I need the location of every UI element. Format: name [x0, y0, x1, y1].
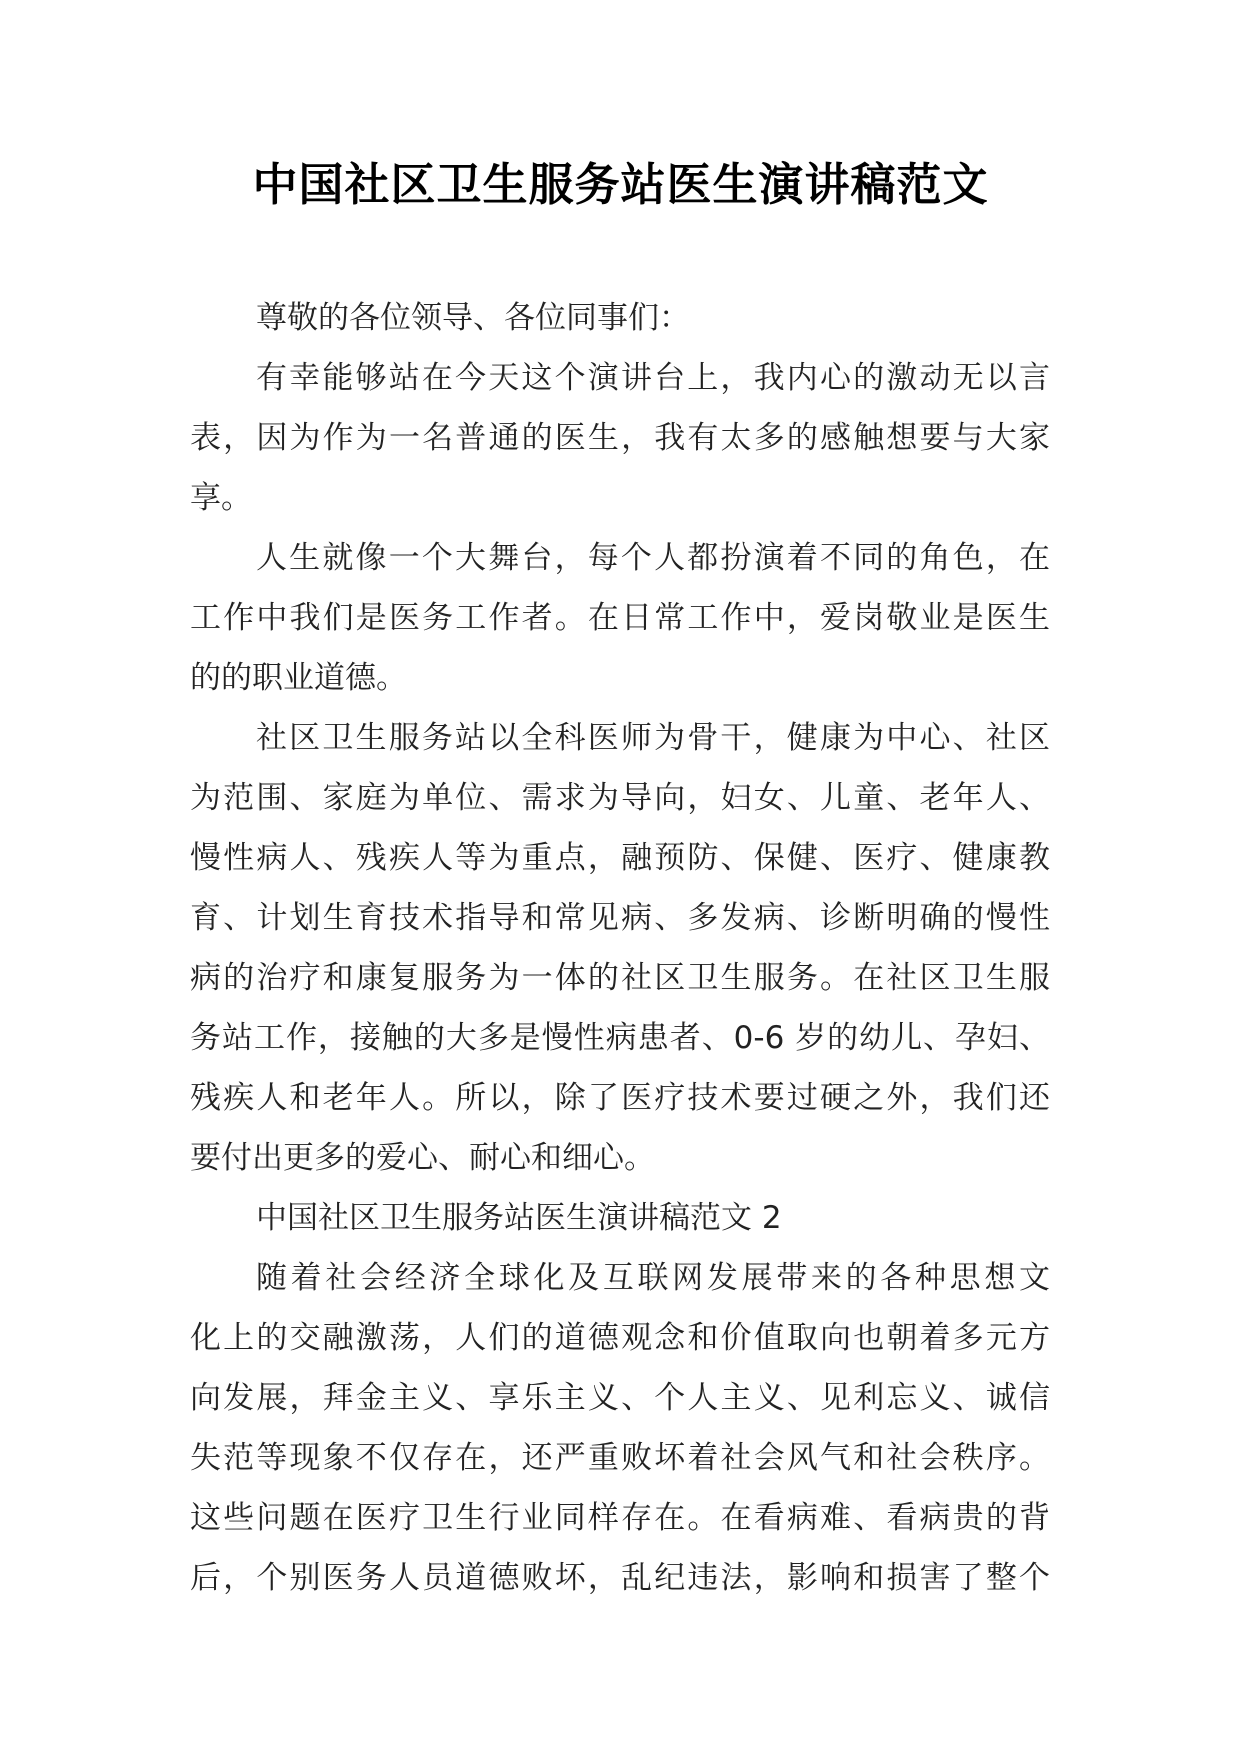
paragraph-line: 表，因为作为一名普通的医生，我有太多的感触想要与大家	[190, 420, 1050, 456]
paragraph-line: 务站工作，接触的大多是慢性病患者、0-6 岁的幼儿、孕妇、	[190, 1020, 1050, 1056]
paragraph-line: 后，个别医务人员道德败坏，乱纪违法，影响和损害了整个	[190, 1560, 1050, 1596]
document-title: 中国社区卫生服务站医生演讲稿范文	[252, 158, 989, 211]
paragraph-line: 人生就像一个大舞台，每个人都扮演着不同的角色，在	[256, 540, 1050, 576]
paragraph-line: 有幸能够站在今天这个演讲台上，我内心的激动无以言	[256, 360, 1050, 396]
paragraph	[190, 528, 1050, 708]
paragraph-line: 要付出更多的爱心、耐心和细心。	[190, 1140, 655, 1176]
paragraph-line: 向发展，拜金主义、享乐主义、个人主义、见利忘义、诚信	[190, 1380, 1050, 1416]
paragraph-line: 残疾人和老年人。所以，除了医疗技术要过硬之外，我们还	[190, 1080, 1050, 1116]
document-body	[190, 288, 1050, 1608]
paragraph-line: 失范等现象不仅存在，还严重败坏着社会风气和社会秩序。	[190, 1440, 1050, 1476]
paragraph-line: 的的职业道德。	[190, 660, 407, 696]
paragraph-line: 工作中我们是医务工作者。在日常工作中，爱岗敬业是医生	[190, 600, 1050, 636]
paragraph-line: 中国社区卫生服务站医生演讲稿范文 2	[256, 1200, 782, 1236]
paragraph-line: 病的治疗和康复服务为一体的社区卫生服务。在社区卫生服	[190, 960, 1050, 996]
paragraph-line: 尊敬的各位领导、各位同事们：	[256, 300, 690, 336]
section-heading	[190, 1188, 1050, 1248]
paragraph-line: 为范围、家庭为单位、需求为导向，妇女、儿童、老年人、	[190, 780, 1050, 816]
paragraph-line: 这些问题在医疗卫生行业同样存在。在看病难、看病贵的背	[190, 1500, 1050, 1536]
paragraph	[190, 1248, 1050, 1608]
paragraph-line: 社区卫生服务站以全科医师为骨干，健康为中心、社区	[256, 720, 1050, 756]
paragraph-line: 化上的交融激荡，人们的道德观念和价值取向也朝着多元方	[190, 1320, 1050, 1356]
paragraph	[190, 708, 1050, 1188]
paragraph	[190, 288, 1050, 348]
paragraph-line: 育、计划生育技术指导和常见病、多发病、诊断明确的慢性	[190, 900, 1050, 936]
paragraph	[190, 348, 1050, 528]
paragraph-line: 随着社会经济全球化及互联网发展带来的各种思想文	[256, 1260, 1050, 1296]
paragraph-line: 慢性病人、残疾人等为重点，融预防、保健、医疗、健康教	[190, 840, 1050, 876]
paragraph-line: 享。	[190, 480, 252, 516]
